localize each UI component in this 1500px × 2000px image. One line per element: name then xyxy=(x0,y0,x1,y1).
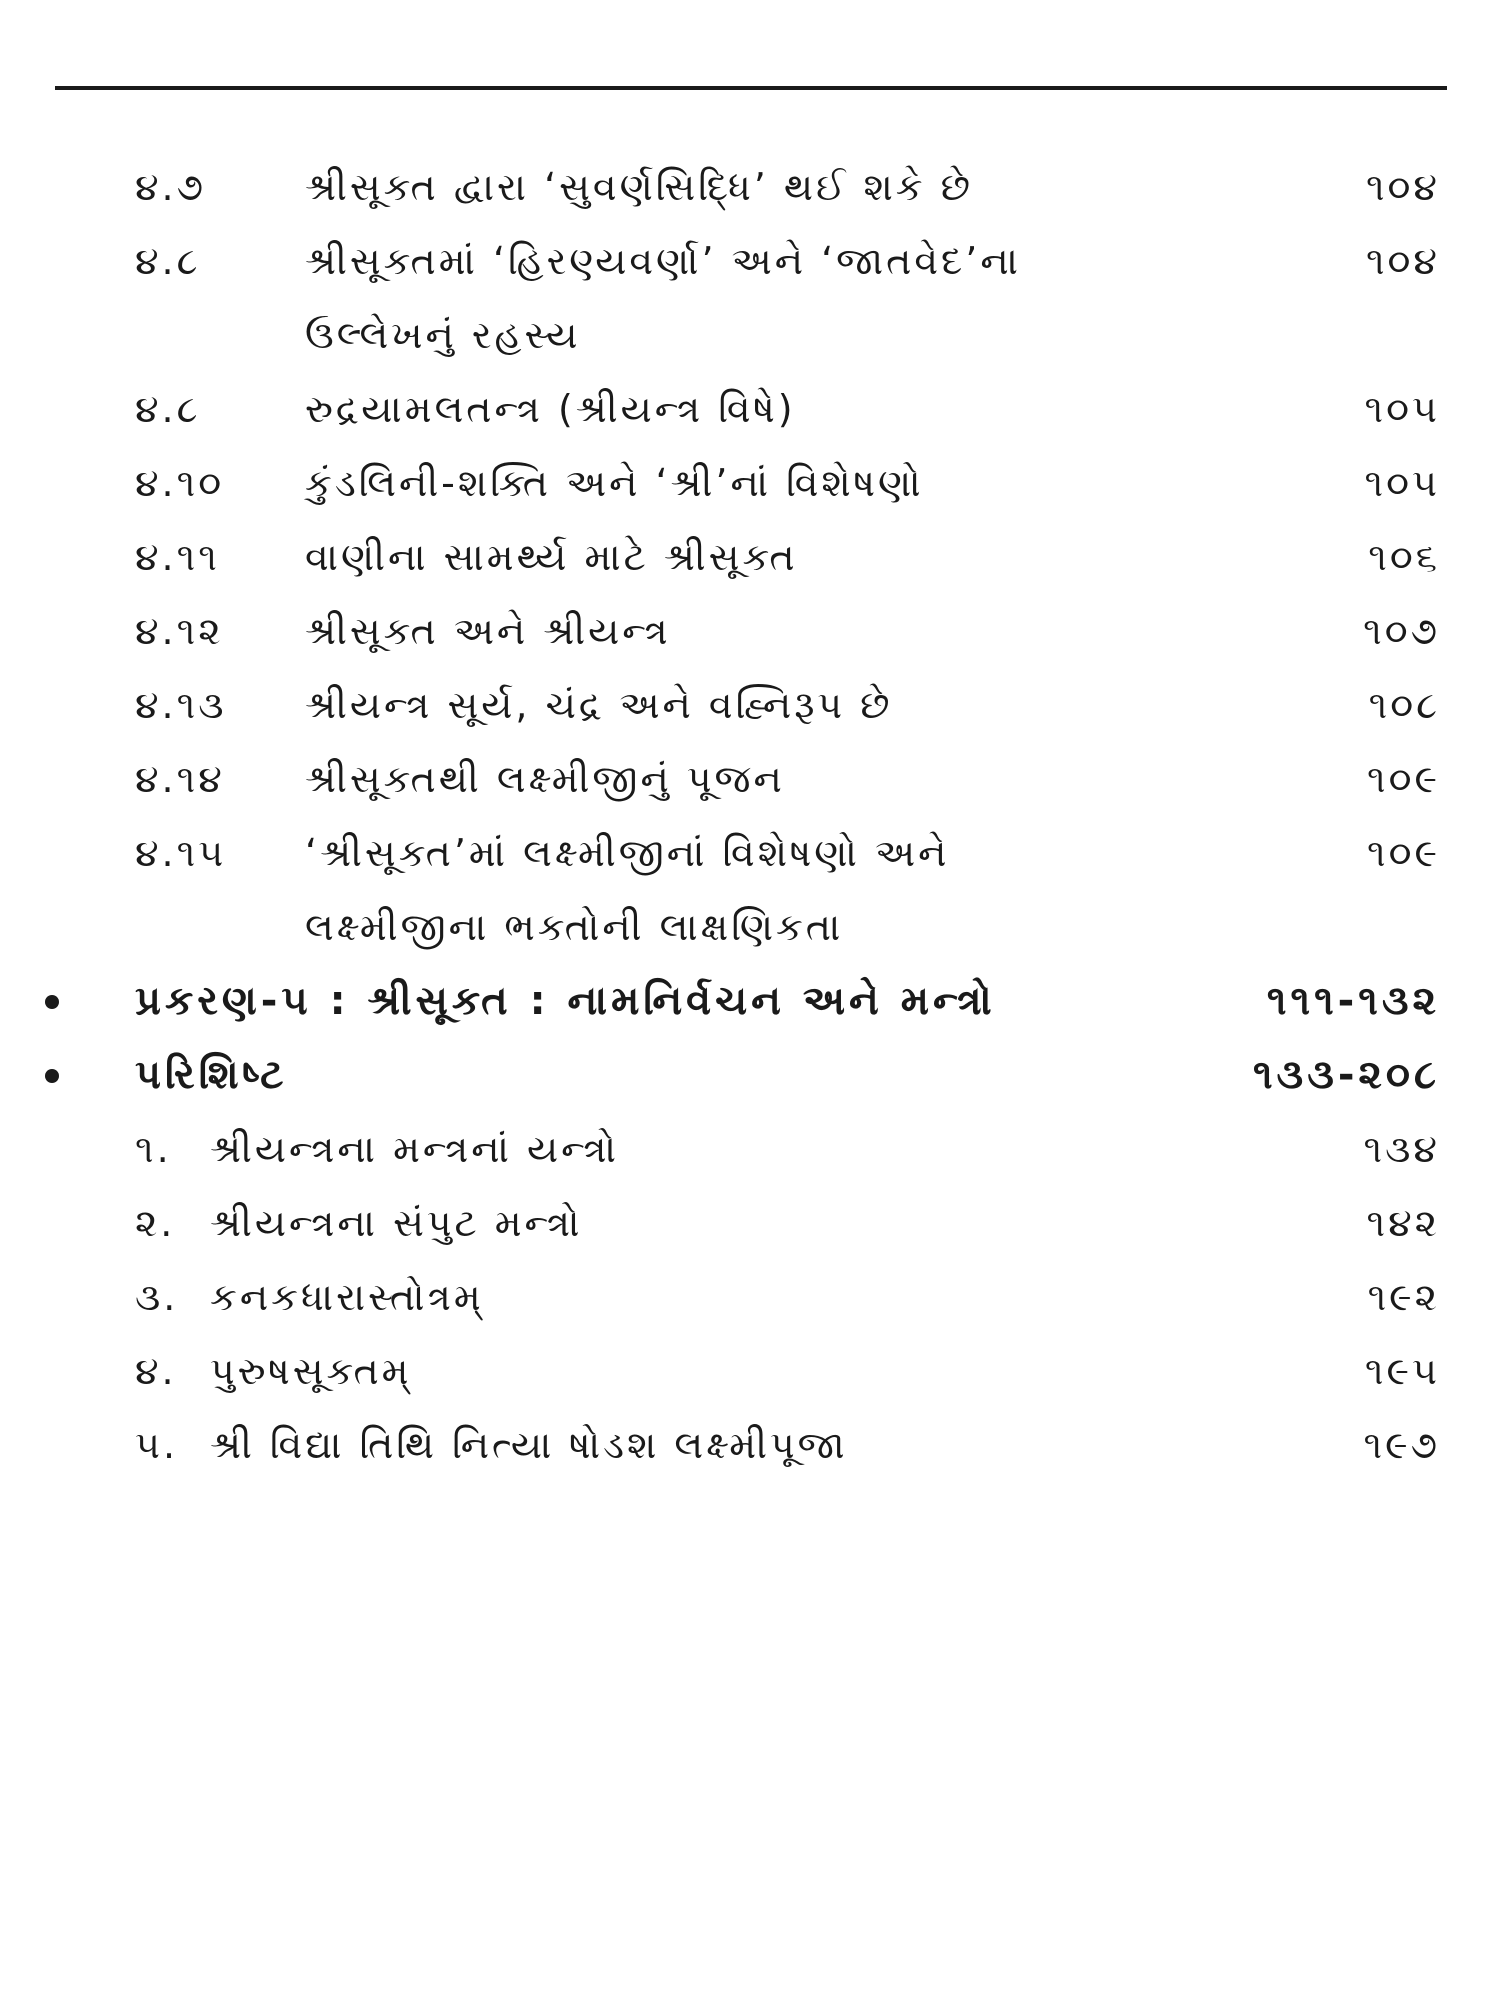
page-number: ૧૯૫ xyxy=(1364,1349,1440,1393)
page-number: ૧૦૯ xyxy=(1367,757,1440,801)
section-number: ૪.૮ xyxy=(135,239,201,283)
page-number: ૧૦૬ xyxy=(1368,535,1440,579)
appendix-title: શ્રીયન્ત્રના મન્ત્રનાં યન્ત્રો xyxy=(210,1127,620,1171)
appendix-number: ૫. xyxy=(135,1423,179,1467)
page-range: ૧૩૩-૨૦૮ xyxy=(1252,1052,1440,1098)
appendix-title: પુરુષસૂક્તમ્ xyxy=(210,1349,412,1393)
page-number: ૧૦૫ xyxy=(1364,461,1440,505)
toc-row-4-13 xyxy=(0,668,1500,742)
section-title: શ્રીસૂક્તથી લક્ષ્મીજીનું પૂજન xyxy=(305,757,785,801)
section-title-continued: ઉલ્લેખનું રહસ્ય xyxy=(305,313,581,357)
section-title: શ્રીસૂક્તમાં ‘હિરણ્યવર્ણા’ અને ‘જાતવેદ’ના xyxy=(305,239,1021,283)
section-number: ૪.૧૨ xyxy=(135,609,224,653)
section-number: ૪.૮ xyxy=(135,387,201,431)
toc-row-4-8 xyxy=(0,224,1500,298)
page-number: ૧૯૭ xyxy=(1363,1423,1440,1467)
chapter-title: પ્રકરણ-૫ : શ્રીસૂક્ત : નામનિર્વચન અને મન્ત્રો xyxy=(135,978,996,1024)
page-number: ૧૯૨ xyxy=(1367,1275,1440,1319)
chapter-row-5 xyxy=(0,964,1500,1038)
section-number: ૪.૧૫ xyxy=(135,831,227,875)
bullet-icon xyxy=(45,995,59,1009)
section-title-continued: લક્ષ્મીજીના ભક્તોની લાક્ષણિકતા xyxy=(305,905,844,949)
appendix-row-3 xyxy=(0,1260,1500,1334)
chapter-row-appendix xyxy=(0,1038,1500,1112)
top-rule xyxy=(55,86,1447,90)
page-number: ૧૪૨ xyxy=(1366,1201,1440,1245)
appendix-number: ૩. xyxy=(135,1275,179,1319)
appendix-row-2 xyxy=(0,1186,1500,1260)
appendix-title: શ્રી વિદ્યા તિથિ નિત્યા ષોડશ લક્ષ્મીપૂજા xyxy=(210,1423,848,1467)
bullet-icon xyxy=(45,1069,59,1083)
page-number: ૧૦૪ xyxy=(1365,239,1440,283)
section-title: શ્રીસૂક્ત અને શ્રીયન્ત્ર xyxy=(305,609,671,653)
page-range: ૧૧૧-૧૩૨ xyxy=(1266,978,1440,1024)
toc-row-4-12 xyxy=(0,594,1500,668)
appendix-number: ૪. xyxy=(135,1349,177,1393)
section-title: વાણીના સામર્થ્ય માટે શ્રીસૂક્ત xyxy=(305,535,798,579)
table-of-contents xyxy=(0,150,1500,1482)
page-number: ૧૦૭ xyxy=(1363,609,1440,653)
section-number: ૪.૭ xyxy=(135,165,207,209)
page-number: ૧૦૯ xyxy=(1367,831,1440,875)
appendix-title: શ્રીયન્ત્રના સંપુટ મન્ત્રો xyxy=(210,1201,583,1245)
section-title: શ્રીયન્ત્ર સૂર્ય, ચંદ્ર અને વહ્નિરૂપ છે xyxy=(305,683,893,727)
section-number: ૪.૧૧ xyxy=(135,535,220,579)
appendix-number: ૨. xyxy=(135,1201,176,1245)
toc-row-4-8b xyxy=(0,372,1500,446)
appendix-row-4 xyxy=(0,1334,1500,1408)
toc-row-4-14 xyxy=(0,742,1500,816)
section-number: ૪.૧૩ xyxy=(135,683,227,727)
toc-row-4-8-continued xyxy=(0,298,1500,372)
page-number: ૧૦૫ xyxy=(1364,387,1440,431)
section-title: ‘શ્રીસૂક્ત’માં લક્ષ્મીજીનાં વિશેષણો અને xyxy=(305,831,950,875)
section-number: ૪.૧૪ xyxy=(135,757,225,801)
appendix-number: ૧. xyxy=(135,1127,172,1171)
page-number: ૧૦૪ xyxy=(1365,165,1440,209)
section-title: શ્રીસૂક્ત દ્વારા ‘સુવર્ણસિદ્ધિ’ થઈ શકે છે xyxy=(305,165,974,209)
section-number: ૪.૧૦ xyxy=(135,461,225,505)
section-title: રુદ્રયામલતન્ત્ર (શ્રીયન્ત્ર વિષે) xyxy=(305,387,796,431)
toc-row-4-10 xyxy=(0,446,1500,520)
toc-row-4-15 xyxy=(0,816,1500,890)
section-title: કુંડલિની-શક્તિ અને ‘શ્રી’નાં વિશેષણો xyxy=(305,461,924,505)
toc-row-4-7 xyxy=(0,150,1500,224)
toc-row-4-11 xyxy=(0,520,1500,594)
appendix-title: કનકધારાસ્તોત્રમ્ xyxy=(210,1275,484,1319)
appendix-row-5 xyxy=(0,1408,1500,1482)
toc-row-4-15-continued xyxy=(0,890,1500,964)
page-number: ૧૦૮ xyxy=(1368,683,1440,727)
chapter-title: પરિશિષ્ટ xyxy=(135,1052,288,1098)
appendix-row-1 xyxy=(0,1112,1500,1186)
page-number: ૧૩૪ xyxy=(1363,1127,1440,1171)
